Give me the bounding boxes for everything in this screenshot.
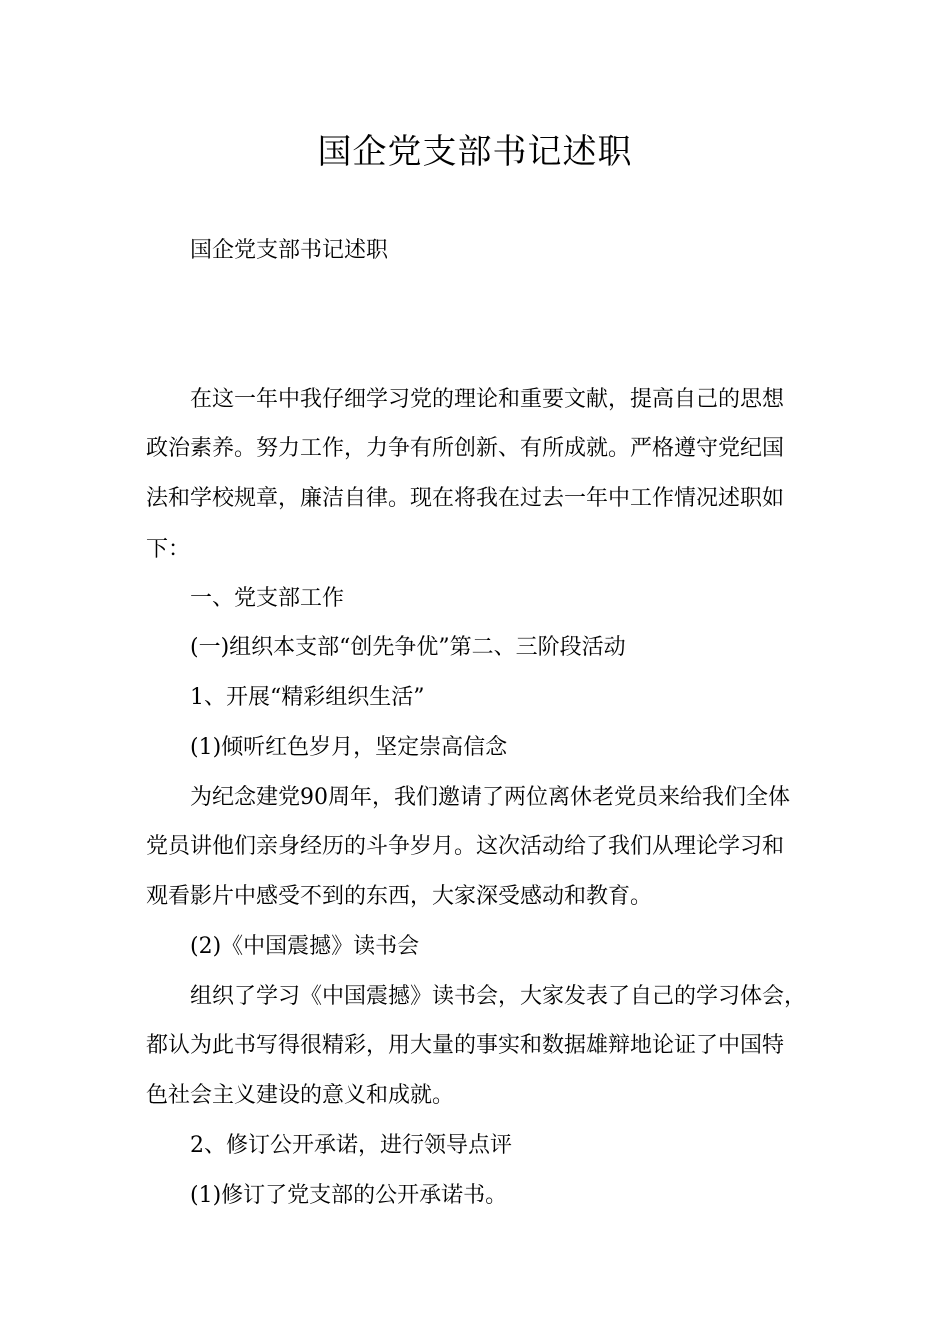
item-heading: 1、开展“精彩组织生活” [190,685,425,710]
body-line: 政治素养。努力工作，力争有所创新、有所成就。严格遵守党纪国 [146,436,785,461]
body-line: 观看影片中感受不到的东西，大家深受感动和教育。 [146,884,653,909]
body-line: 法和学校规章，廉洁自律。现在将我在过去一年中工作情况述职如 [146,486,785,511]
body-line: (1)修订了党支部的公开承诺书。 [190,1183,508,1208]
page-title: 国企党支部书记述职 [317,132,633,172]
section-heading: 一、党支部工作 [190,586,345,611]
body-line: 都认为此书写得很精彩，用大量的事实和数据雄辩地论证了中国特 [146,1033,785,1058]
body-line: 色社会主义建设的意义和成就。 [146,1083,455,1108]
body-line: 党员讲他们亲身经历的斗争岁月。这次活动给了我们从理论学习和 [146,834,785,859]
body-line: 组织了学习《中国震撼》读书会，大家发表了自己的学习体会， [190,984,807,1009]
body-line: 下： [146,537,191,562]
item-heading: (1)倾听红色岁月，坚定崇高信念 [190,735,508,760]
item-heading: (2)《中国震撼》读书会 [190,934,420,959]
subtitle: 国企党支部书记述职 [190,238,389,263]
body-line: 在这一年中我仔细学习党的理论和重要文献，提高自己的思想 [190,387,785,412]
body-line: 为纪念建党90周年，我们邀请了两位离休老党员来给我们全体 [190,785,790,810]
subsection-heading: (一)组织本支部“创先争优”第二、三阶段活动 [190,635,626,660]
item-heading: 2、修订公开承诺，进行领导点评 [190,1133,512,1158]
